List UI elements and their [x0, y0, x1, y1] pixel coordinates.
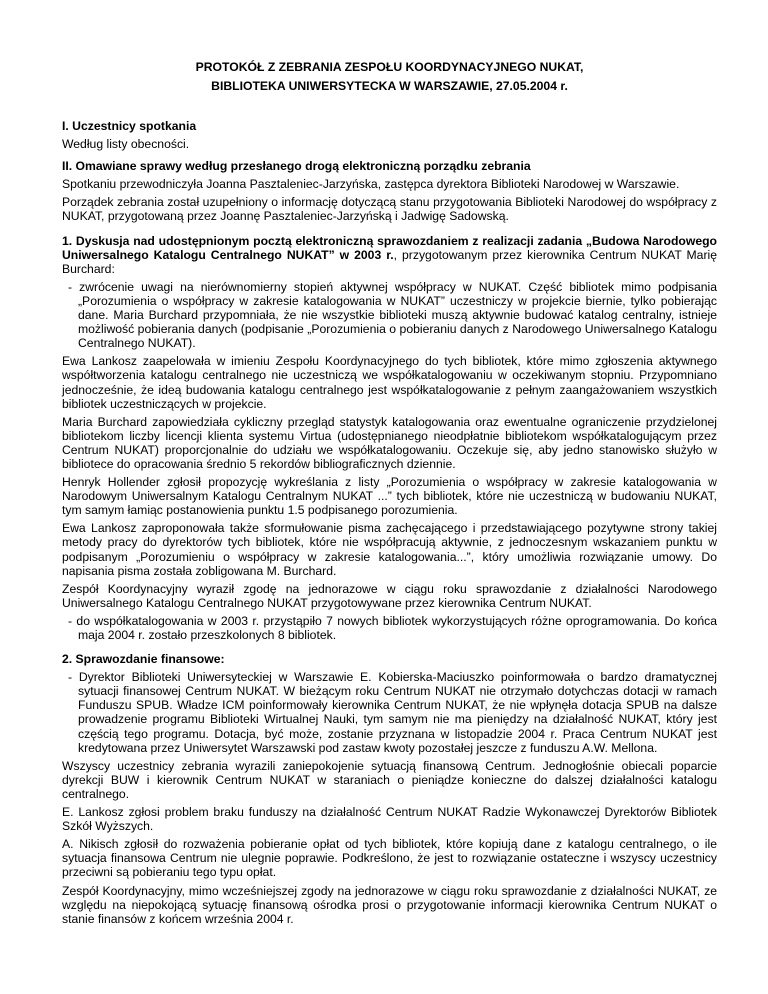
point-2-bullet-1: - Dyrektor Biblioteki Uniwersyteckiej w Warszawie E. Kobierska-Maciuszko poinformowała o bardzo dramatycznej sytuacji finansowej Centrum NUKAT. W bieżącym roku Centrum NUKAT nie otrzymało dotychczas dotacji w ramach Funduszu SPUB. Władze ICM poinformowały kierownika Centrum NUKAT, że nie wpłynęła dotacja SPUB na dalsze prowadzenie programu Biblioteki Wirtualnej Nauki, tym samym nie ma pieniędzy na działalność NUKAT, który jest częścią tego programu. Dotacja, być może, zostanie przyznana w listopadzie 2004 r. Praca Centrum NUKAT jest kredytowana przez Uniwersytet Warszawski pod zastaw kwoty pozostałej jeszcze z funduszu A.W. Mellona. — [68, 670, 717, 755]
point-1-paragraph-3: Henryk Hollender zgłosił propozycję wykreślania z listy „Porozumienia o współpracy w zakresie katalogowania w Narodowym Uniwersalnym Katalogu Centralnym NUKAT ...” tych bibliotek, które nie uczestniczą w budowaniu NUKAT, tym samym łamiąc postanowienia punktu 1.5 podpisanego porozumienia. — [62, 475, 717, 518]
point-1-bullet-2: - do współkatalogowania w 2003 r. przystąpiło 7 nowych bibliotek wykorzystujących różne oprogramowania. Do końca maja 2004 r. zostało przeszkolonych 8 bibliotek. — [68, 613, 717, 642]
point-2-paragraph-1: Wszyscy uczestnicy zebrania wyrazili zaniepokojenie sytuacją finansową Centrum. Jednogłośnie obiecali poparcie dyrekcji BUW i kierownik Centrum NUKAT w staraniach o pieniądze konieczne do dalszej działalności katalogu centralnego. — [62, 758, 717, 801]
section-1-heading: I. Uczestnicy spotkania — [62, 119, 197, 133]
point-1-heading-rest: , przygotowanym przez kierownika Centrum NUKAT Marię Burchard: — [62, 247, 717, 276]
point-1-heading-bold: 1. Dyskusja nad udostępnionym pocztą elektroniczną sprawozdaniem z realizacji zadania „Budowa Narodowego Uniwersalnego Katalogu Centralnego NUKAT” w 2003 r. — [62, 233, 717, 262]
point-1-paragraph-1: Ewa Lankosz zaapelowała w imieniu Zespołu Koordynacyjnego do tych bibliotek, które mimo zgłoszenia aktywnego współtworzenia katalogu centralnego nie uczestniczą we współkatalogowaniu w oczekiwanym stopniu. Przypomniano jednocześnie, że ideą budowania katalogu centralnego jest współkatalogowanie z pełnym zaangażowaniem wszystkich bibliotek uczestniczących w projekcie. — [62, 354, 717, 411]
document-title — [62, 58, 717, 96]
point-1-heading — [62, 234, 717, 276]
section-2-heading: II. Omawiane sprawy według przesłanego drogą elektroniczną porządku zebrania — [62, 159, 531, 174]
title-line-2: BIBLIOTEKA UNIWERSYTECKA W WARSZAWIE, 27.05.2004 r. — [211, 79, 568, 93]
point-2-heading: 2. Sprawozdanie finansowe: — [62, 652, 225, 667]
point-2-paragraph-2: E. Lankosz zgłosi problem braku funduszy na działalność Centrum NUKAT Radzie Wykonawczej Dyrektorów Bibliotek Szkół Wyższych. — [62, 805, 717, 834]
point-2-paragraph-4: Zespół Koordynacyjny, mimo wcześniejszej zgody na jednorazowe w ciągu roku sprawozdanie z działalności NUKAT, ze względu na niepokojącą sytuację finansową ośrodka prosi o przygotowanie informacji kierownika Centrum NUKAT o stanie finansów z końcem września 2004 r. — [62, 883, 717, 926]
title-line-1: PROTOKÓŁ Z ZEBRANIA ZESPOŁU KOORDYNACYJNEGO NUKAT, — [195, 60, 584, 74]
point-1-bullet-1: - zwrócenie uwagi na nierównomierny stopień aktywnej współpracy w NUKAT. Część bibliotek mimo podpisania „Porozumienia o współpracy w zakresie katalogowania w NUKAT” uczestniczy w projekcie biernie, tylko pobierając dane. Maria Burchard przypomniała, że nie wszystkie biblioteki muszą aktywnie budować katalog centralny, istnieje możliwość pobierania danych (podpisanie „Porozumienia o pobieraniu danych z Narodowego Uniwersalnego Katalogu Centralnego NUKAT). — [68, 279, 717, 351]
point-1-paragraph-2: Maria Burchard zapowiedziała cykliczny przegląd statystyk katalogowania oraz ewentualne ograniczenie przydzielonej bibliotekom liczby licencji klienta systemu Virtua (udostępnianego nieodpłatnie bibliotekom współkatalogującym przez Centrum NUKAT) proporcjonalnie do udziału we współkatalogowaniu. Oczekuje się, aby jedno stanowisko służyło w bibliotece do opracowania średnio 5 rekordów bibliograficznych dziennie. — [62, 414, 717, 471]
point-1-paragraph-4: Ewa Lankosz zaproponowała także sformułowanie pisma zachęcającego i przedstawiającego pozytywne strony takiej metody pracy do dyrektorów tych bibliotek, które nie współpracują aktywnie, z jednoczesnym wskazaniem punktu w podpisanym „Porozumieniu o współpracy w zakresie katalogowania...”, który umożliwia rozwiązanie umowy. Do napisania pisma została zobligowana M. Burchard. — [62, 521, 717, 578]
section-2-paragraph-2: Porządek zebrania został uzupełniony o informację dotyczącą stanu przygotowania Biblioteki Narodowej do współpracy z NUKAT, przygotowaną przez Joannę Pasztaleniec-Jarzyńską i Jadwigę Sadowską. — [62, 195, 717, 224]
section-1-text: Według listy obecności. — [62, 137, 190, 152]
point-1-paragraph-5: Zespół Koordynacyjny wyraził zgodę na jednorazowe w ciągu roku sprawozdanie z działalności Narodowego Uniwersalnego Katalogu Centralnego NUKAT przygotowywane przez kierownika Centrum NUKAT. — [62, 581, 717, 610]
section-2-paragraph-1: Spotkaniu przewodniczyła Joanna Pasztaleniec-Jarzyńska, zastępca dyrektora Biblioteki Narodowej w Warszawie. — [62, 177, 680, 192]
point-2-paragraph-3: A. Nikisch zgłosił do rozważenia pobieranie opłat od tych bibliotek, które kopiują dane z katalogu centralnego, o ile sytuacja finansowa Centrum nie ulegnie poprawie. Podkreślono, że jest to rozwiązanie ostateczne i wszyscy uczestnicy przeciwni są pobieraniu tego typu opłat. — [62, 837, 717, 880]
